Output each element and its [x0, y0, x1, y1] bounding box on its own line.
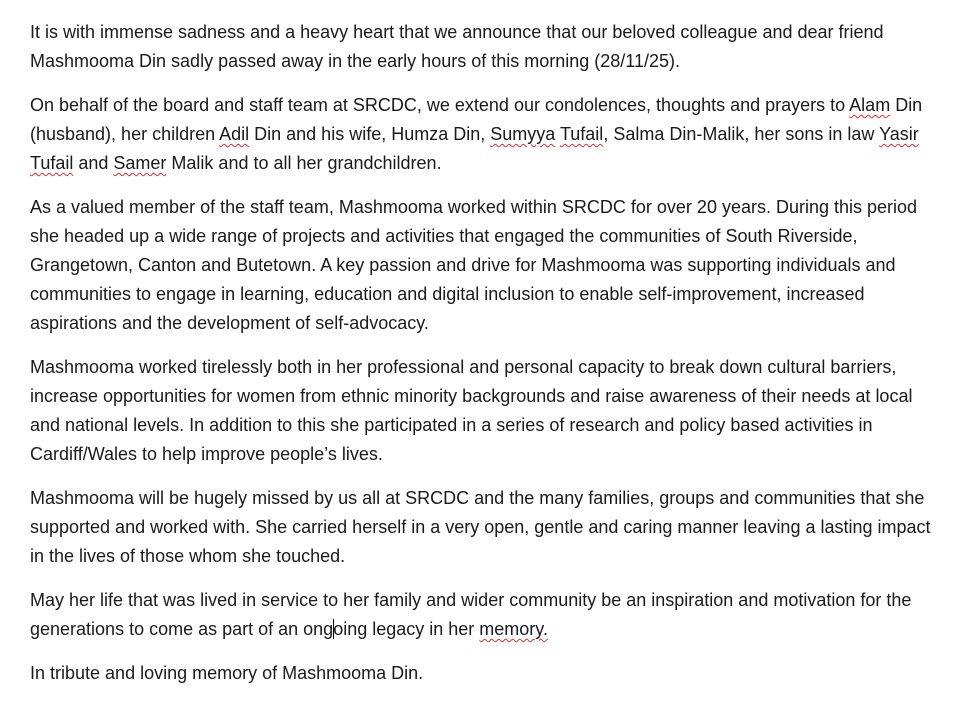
text-run: Din (husband), her children [30, 95, 923, 144]
spelling-flag-word[interactable]: Tufail [30, 153, 74, 173]
spelling-flag-word[interactable]: Adil [219, 124, 250, 144]
spelling-flag-word[interactable]: Sumyya [490, 124, 556, 144]
paragraph-missed: Mashmooma will be hugely missed by us all at SRCDC and the many families, groups and communities that she supported and worked with. She carried herself in a very open, gentle and caring manner leaving a lasting impact in the lives of those whom she touched. [30, 488, 931, 566]
text-run: Din and his wife, Humza Din, [249, 124, 491, 144]
paragraph-advocacy: Mashmooma worked tirelessly both in her professional and personal capacity to break down cultural barriers, increase opportunities for women from ethnic minority backgrounds and raise awareness of their needs at local and national levels. In addition to this she participated in a series of research and policy based activities in Cardiff/Wales to help improve people’s lives. [30, 357, 913, 464]
paragraph-service: As a valued member of the staff team, Mashmooma worked within SRCDC for over 20 years. During this period she headed up a wide range of projects and activities that engaged the communities of South Riverside, Grangetown, Canton and Butetown. A key passion and drive for Mashmooma was supporting individuals and communities to engage in learning, education and digital inclusion to enable self-improvement, increased aspirations and the development of self-advocacy. [30, 197, 918, 333]
spelling-flag-word[interactable]: Samer [113, 153, 167, 173]
paragraph-inspiration [30, 586, 936, 644]
document-body[interactable] [30, 18, 936, 703]
spelling-flag-word[interactable]: memory. [479, 619, 548, 639]
text-run: , Salma Din-Malik, her sons in law [603, 124, 880, 144]
paragraph-condolences [30, 91, 936, 178]
paragraph-announcement: It is with immense sadness and a heavy heart that we announce that our beloved colleague and dear friend Mashmooma Din sadly passed away in the early hours of this morning (28/11/25). [30, 22, 884, 71]
text-run: and [73, 153, 114, 173]
text-run: oing legacy in her [333, 619, 480, 639]
text-run: May her life that was lived in service to her family and wider community be an inspiration and motivation for the generations to come as part of an ong [30, 590, 912, 639]
text-run: Malik and to all her grandchildren. [166, 153, 442, 173]
spelling-flag-word[interactable]: Tufail [559, 124, 604, 144]
paragraph-tribute: In tribute and loving memory of Mashmooma Din. [30, 663, 424, 683]
text-run: On behalf of the board and staff team at SRCDC, we extend our condolences, thoughts and prayers to [30, 95, 850, 115]
spelling-flag-word[interactable]: Alam [849, 95, 891, 115]
spelling-flag-word[interactable]: Yasir [879, 124, 919, 144]
